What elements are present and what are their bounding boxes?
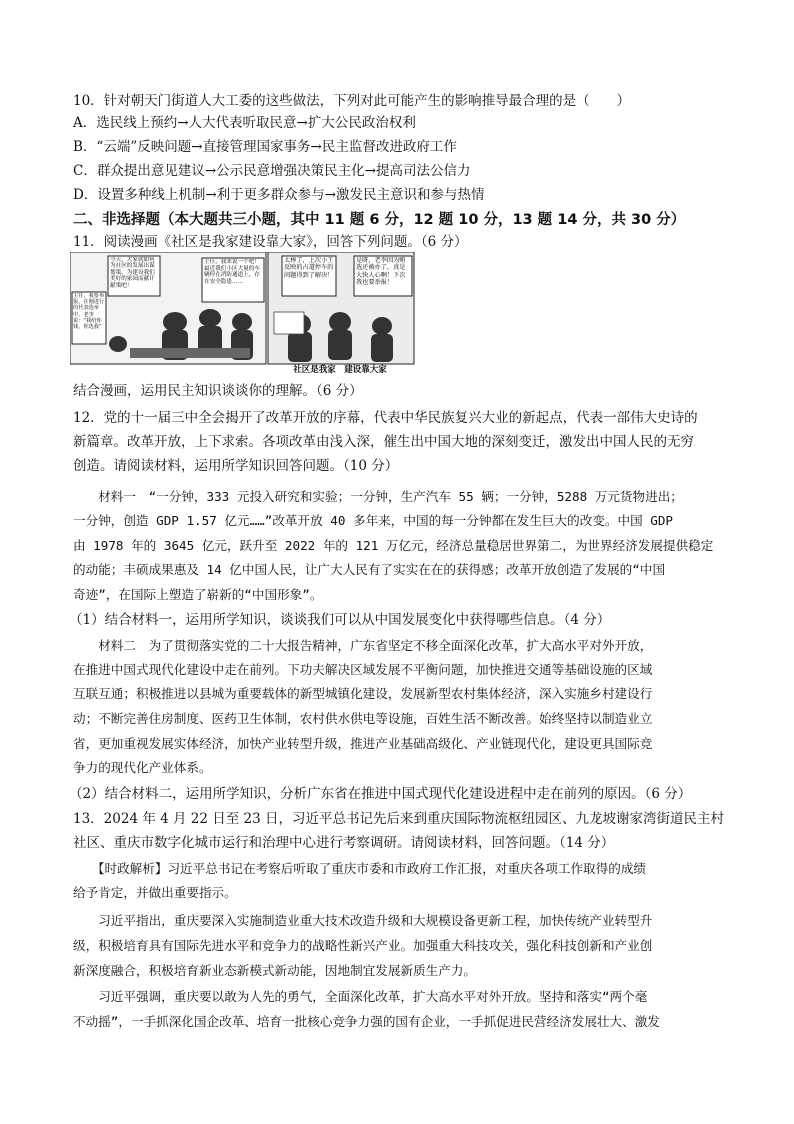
q12-material2-line-2: 在推进中国式现代化建设中走在前列。下功夫解决区域发展不平衡问题，加快推进交通等基础设施的区域	[73, 662, 653, 677]
q12-material2-line-6: 争力的现代化产业体系。	[73, 760, 212, 775]
q12-material2-line-4: 动；不断完善住房制度、医药卫生体制，农村供水供电等设施，百姓生活不断改善。始终坚持以制造业立	[73, 711, 653, 726]
q12-sub1: （1）结合材料一，运用所学知识，谈谈我们可以从中国发展变化中获得哪些信息。（4 分）	[69, 612, 611, 628]
q10-option-a[interactable]: A．选民线上预约→人大代表听取民意→扩大公民政治权利	[73, 115, 416, 131]
q13-stem-line-2: 社区、重庆市数字化城市运行和治理中心进行考察调研。请阅读材料，回答问题。（14 分）	[73, 835, 615, 851]
q11-prompt: 结合漫画，运用民主知识谈谈你的理解。（6 分）	[73, 383, 363, 399]
section-heading: 二、非选择题（本大题共三小题，其中 11 题 6 分，12 题 10 分，13 题 14 分，共 30 分）	[73, 212, 686, 228]
comic-caption: 社区是我家 建设靠大家	[293, 365, 387, 374]
q10-option-b[interactable]: B．“云端”反映问题→直接管理国家事务→民主监督改进政府工作	[73, 139, 457, 155]
comic-bubble-2: 主任，我来说一个吧！最近我们小区大量的车辆停在消防通道上，存在安全隐患……	[204, 259, 260, 285]
q12-stem-line-3: 创造。请阅读材料，运用所学知识回答问题。（10 分）	[73, 458, 399, 474]
comic-bubble-4: 是呀，老李因为贿选还被办了，真是大快人心啊！下次我也要举报！	[356, 257, 406, 287]
q13-analysis-line-7: 不动摇”，一手抓深化国企改革、培育一批核心竞争力强的国有企业，一手抓促进民营经济发展壮大、激发	[73, 1014, 660, 1029]
q13-analysis-line-5: 新深度融合，积极培育新业态新模式新动能，因地制宜发展新质生产力。	[73, 963, 476, 978]
comic-illustration	[70, 252, 415, 374]
q13-analysis-line-2: 给予肯定，并做出重要指示。	[73, 885, 237, 900]
q13-analysis-line-4: 级，积极培育具有国际先进水平和竞争力的战略性新兴产业。加强重大科技攻关，强化科技创新和产业创	[73, 938, 653, 953]
q13-analysis-line-1: 【时政解析】习近平总书记在考察后听取了重庆市委和市政府工作汇报，对重庆各项工作取得的成绩	[73, 861, 647, 876]
q10-option-d[interactable]: D．设置多种线上机制→利于更多群众参与→激发民主意识和参与热情	[73, 187, 485, 203]
q12-material2-line-1: 材料二 为了贯彻落实党的二十大报告精神，广东省坚定不移全面深化改革，扩大高水平对外开放，	[73, 638, 653, 653]
q12-material1-line-1: 材料一 “一分钟，333 元投入研究和实验；一分钟，生产汽车 55 辆；一分钟，5288 万元货物进出；	[73, 489, 683, 504]
q12-material2-line-3: 互联互通；积极推进以县城为重要载体的新型城镇化建设，发展新型农村集体经济，深入实施乡村建设行	[73, 686, 653, 701]
q13-stem-line-1: 13．2024 年 4 月 22 日至 23 日，习近平总书记先后来到重庆国际物流枢纽园区、九龙坡谢家湾街道民主村	[73, 811, 725, 827]
comic-bubble-1: 今天，大家就如何为社区的发展出谋划策，为建设我们美好的家园而献计献策吧！	[110, 257, 155, 289]
q11-stem: 11．阅读漫画《社区是我家建设靠大家》，回答下列问题。（6 分）	[73, 234, 468, 250]
q12-material1-line-4: 的动能；丰硕成果惠及 14 亿中国人民，让广大人民有了实实在在的获得感；改革开放创造了发展的“中国	[73, 562, 666, 577]
q13-analysis-line-3: 习近平指出，重庆要深入实施制造业重大技术改造升级和大规模设备更新工程，加快传统产业转型升	[73, 913, 653, 928]
q12-stem-line-2: 新篇章。改革开放，上下求索。各项改革由浅入深，催生出中国大地的深刻变迁，激发出中国人民的无穷	[73, 434, 694, 450]
q13-analysis-line-6: 习近平强调，重庆要以敢为人先的勇气，全面深化改革，扩大高水平对外开放。坚持和落实“两个毫	[73, 989, 648, 1004]
q12-stem-line-1: 12．党的十一届三中全会揭开了改革开放的序幕，代表中华民族复兴大业的新起点，代表一部伟大史诗的	[73, 410, 698, 426]
q12-material1-line-3: 由 1978 年的 3645 亿元，跃升至 2022 年的 121 万亿元，经济总量稳居世界第二，为世界经济发展提供稳定	[73, 538, 714, 553]
q12-material2-line-5: 省，更加重视发展实体经济，加快产业转型升级，推进产业基础高级化、产业链现代化，建设更具国际竞	[73, 736, 653, 751]
q10-option-c[interactable]: C．群众提出意见建议→公示民意增强决策民主化→提高司法公信力	[73, 163, 471, 179]
q10-stem: 10．针对朝天门街道人大工委的这些做法，下列对此可能产生的影响推导最合理的是（ ）	[73, 93, 631, 109]
comic-bubble-5: 主任，我要举报，在刚进行的代表选举中，老李说：“我给你钱，你选我”	[73, 293, 105, 331]
comic-bubble-3: 太棒了，上次小王反映的占道停车的问题得到了解决！	[284, 257, 334, 279]
q12-material1-line-5: 奇迹”，在国际上塑造了崭新的“中国形象”。	[73, 587, 323, 602]
q12-material1-line-2: 一分钟，创造 GDP 1.57 亿元……”改革开放 40 多年来，中国的每一分钟都在发生巨大的改变。中国 GDP	[73, 513, 674, 528]
q12-sub2: （2）结合材料二，运用所学知识，分析广东省在推进中国式现代化建设进程中走在前列的原因。（6 分）	[69, 786, 692, 802]
